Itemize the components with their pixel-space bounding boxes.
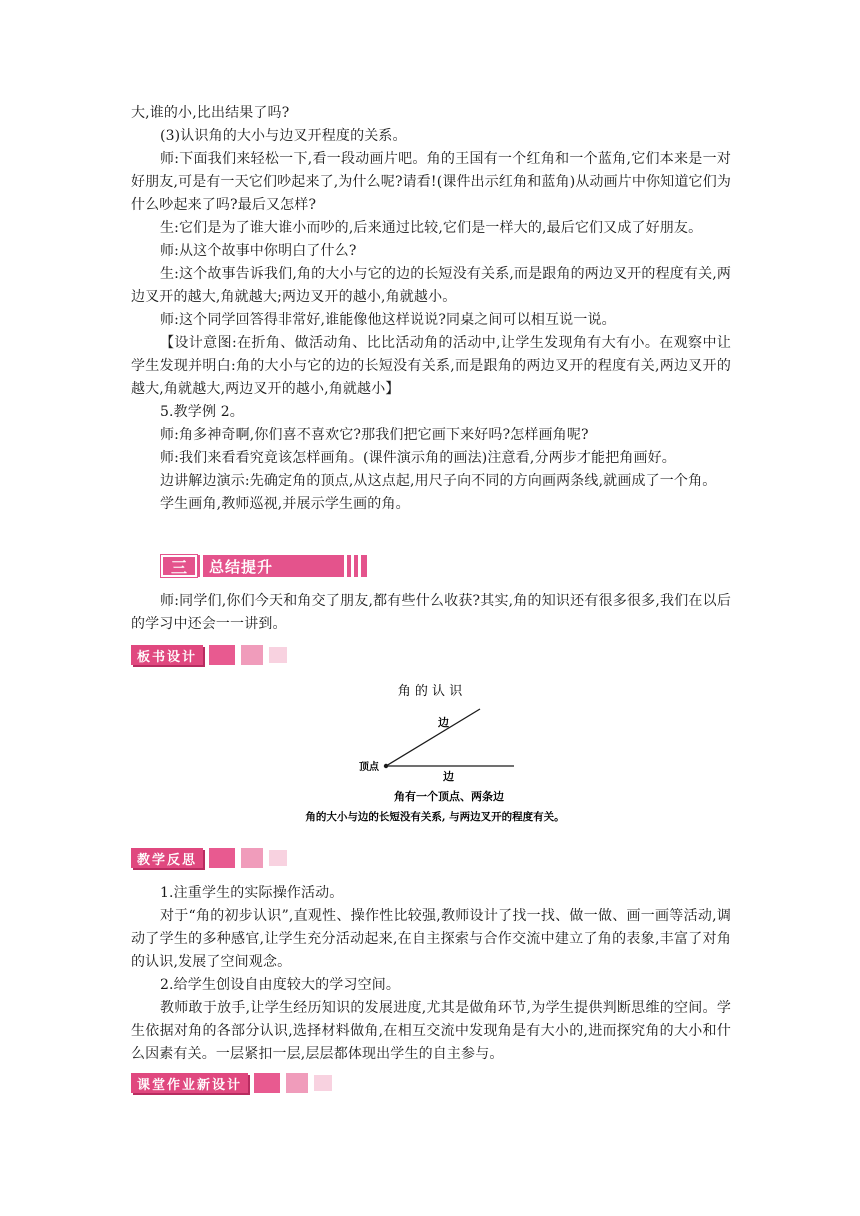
label-side-bottom: 边 xyxy=(443,770,454,783)
decor-square xyxy=(286,1073,308,1093)
decor-square xyxy=(209,645,235,665)
lesson-body-upper xyxy=(131,102,731,516)
reflection-header xyxy=(131,848,287,868)
decor-square xyxy=(269,647,287,663)
paragraph: 生:这个故事告诉我们,角的大小与它的边的长短没有关系,而是跟角的两边叉开的程度有关,两边叉开的越大,角就越大;两边叉开的越小,角就越小。 xyxy=(131,266,731,305)
label-side-top: 边 xyxy=(438,716,449,729)
section-title: 总结提升 xyxy=(209,557,274,576)
decor-square xyxy=(241,848,263,868)
angle-diagram xyxy=(280,676,620,826)
homework-header xyxy=(131,1073,332,1093)
paragraph: 5.教学例 2。 xyxy=(160,404,244,420)
paragraph: 边讲解边演示:先确定角的顶点,从这点起,用尺子向不同的方向画两条线,就画成了一个角。 xyxy=(160,473,717,489)
paragraph: 学生画角,教师巡视,并展示学生画的角。 xyxy=(160,496,410,512)
paragraph: 大,谁的小,比出结果了吗? xyxy=(131,105,290,121)
board-design-label: 板书设计 xyxy=(131,645,203,665)
reflection-label: 教学反思 xyxy=(131,848,203,868)
paragraph: 师:下面我们来轻松一下,看一段动画片吧。角的王国有一个红角和一个蓝角,它们本来是一对好朋友,可是有一天它们吵起来了,为什么呢?请看!(课件出示红角和蓝角)从动画片中你知道它们为什么吵起来了吗?最后又怎样? xyxy=(131,151,731,213)
label-vertex: 顶点 xyxy=(359,762,379,773)
design-intent-paragraph: 【设计意图:在折角、做活动角、比比活动角的活动中,让学生发现角有大有小。在观察中让学生发现并明白:角的大小与它的边的长短没有关系,而是跟角的两边叉开的程度有关,两边叉开的越大,角就越大,两边叉开的越小,角就越小】 xyxy=(131,335,731,397)
decor-square xyxy=(241,645,263,665)
decor-square xyxy=(314,1075,332,1091)
board-note-1: 角有一个顶点、两条边 xyxy=(394,790,504,803)
paragraph: 教师敢于放手,让学生经历知识的发展进度,尤其是做角环节,为学生提供判断思维的空间。学生依据对角的各部分认识,选择材料做角,在相互交流中发现角是有大小的,进而探究角的大小和什么因素有关。一层紧扣一层,层层都体现出学生的自主参与。 xyxy=(131,1000,731,1062)
summary-body xyxy=(131,590,731,636)
paragraph: (3)认识角的大小与边叉开程度的关系。 xyxy=(160,128,407,144)
decor-square xyxy=(254,1073,280,1093)
paragraph: 1.注重学生的实际操作活动。 xyxy=(160,885,344,901)
paragraph: 2.给学生创设自由度较大的学习空间。 xyxy=(160,977,401,993)
decor-square xyxy=(209,848,235,868)
paragraph: 师:我们来看看究竟该怎样画角。(课件演示角的画法)注意看,分两步才能把角画好。 xyxy=(160,450,676,466)
section-stripes xyxy=(344,555,361,577)
paragraph: 师:同学们,你们今天和角交了朋友,都有些什么收获?其实,角的知识还有很多很多,我们在以后的学习中还会一一讲到。 xyxy=(131,593,731,632)
board-note-2: 角的大小与边的长短没有关系, 与两边叉开的程度有关。 xyxy=(305,811,565,823)
board-design-header xyxy=(131,645,287,665)
vertex-point xyxy=(384,764,388,768)
angle-side-top xyxy=(386,709,480,766)
paragraph: 师:这个同学回答得非常好,谁能像他这样说说?同桌之间可以相互说一说。 xyxy=(160,312,616,328)
section-divider xyxy=(200,555,203,577)
homework-label: 课堂作业新设计 xyxy=(131,1073,248,1093)
section-header-summary xyxy=(161,555,367,577)
board-title: 角 的 认 识 xyxy=(397,684,463,699)
paragraph: 师:角多神奇啊,你们喜不喜欢它?那我们把它画下来好吗?怎样画角呢? xyxy=(160,427,589,443)
paragraph: 对于“角的初步认识”,直观性、操作性比较强,教师设计了找一找、做一做、画一画等活动,调动了学生的多种感官,让学生充分活动起来,在自主探索与合作交流中建立了角的表象,丰富了对角的认识,发展了空间观念。 xyxy=(131,908,731,970)
reflection-body xyxy=(131,882,731,1066)
paragraph: 生:它们是为了谁大谁小而吵的,后来通过比较,它们是一样大的,最后它们又成了好朋友。 xyxy=(160,220,703,236)
decor-square xyxy=(269,850,287,866)
section-number: 三 xyxy=(161,555,197,577)
paragraph: 师:从这个故事中你明白了什么? xyxy=(160,243,357,259)
